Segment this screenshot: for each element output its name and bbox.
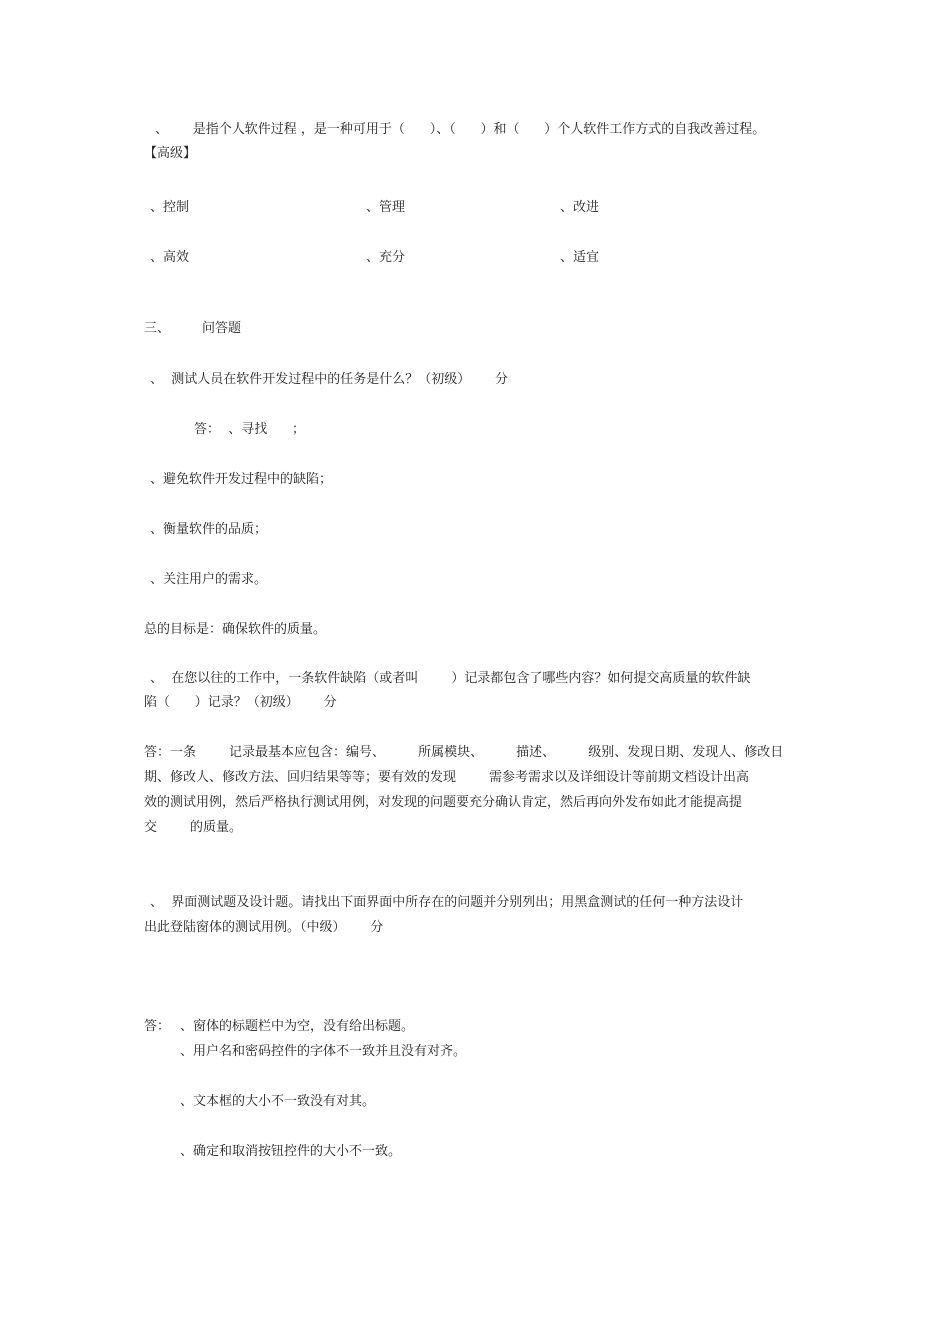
section-number: 三、: [144, 321, 171, 336]
q3-answer-line: 、用户名和密码控件的字体不一致并且没有对齐。: [180, 1044, 467, 1059]
option-e: 、充分: [366, 250, 406, 265]
q3-answer-label: 答：: [144, 1019, 171, 1034]
q1-answer-line: 、关注用户的需求。: [150, 572, 268, 587]
option-a: 、控制: [150, 200, 190, 215]
q2-question-line1: 、 在您以往的工作中，一条软件缺陷（或者叫 ）记录都包含了哪些内容？如何提交高质量的软件缺: [150, 671, 751, 686]
option-c: 、改进: [560, 200, 600, 215]
q1-answer-intro: 答： 、寻找 ；: [194, 422, 306, 437]
q1-answer-line: 、衡量软件的品质；: [150, 522, 268, 537]
q3-answer-line: 、文本框的大小不一致没有对其。: [180, 1094, 376, 1109]
q3-answer-line: 、窗体的标题栏中为空，没有给出标题。: [180, 1019, 415, 1034]
question-stem: 、 是指个人软件过程 ，是一种可用于（ ）、（ ）和（ ）个人软件工作方式的自我改善过程。: [155, 122, 766, 137]
q2-answer-line: 期、修改人、修改方法、回归结果等等；要有效的发现 需参考需求以及详细设计等前期文档设计出高: [144, 770, 750, 785]
q3-question-line1: 、 界面测试题及设计题。请找出下面界面中所存在的问题并分别列出；用黑盒测试的任何一种方法设计: [150, 895, 744, 910]
section-title: 问答题: [202, 321, 242, 336]
q3-answer-line: 、确定和取消按钮控件的大小不一致。: [180, 1144, 402, 1159]
q3-question-line2: 出此登陆窗体的测试用例。（中级） 分: [144, 920, 384, 935]
q2-answer-line: 交 的质量。: [144, 820, 243, 835]
option-b: 、管理: [366, 200, 406, 215]
q2-question-line2: 陷（ ）记录？（初级） 分: [144, 695, 337, 710]
q1-question: 、 测试人员在软件开发过程中的任务是什么？（初级） 分: [150, 372, 509, 387]
question-level: 【高级】: [144, 146, 197, 161]
q1-answer-line: 、避免软件开发过程中的缺陷；: [150, 472, 333, 487]
option-d: 、高效: [150, 250, 190, 265]
option-f: 、适宜: [560, 250, 600, 265]
q1-summary: 总的目标是：确保软件的质量。: [144, 622, 327, 637]
q2-answer-line: 效的测试用例，然后严格执行测试用例，对发现的问题要充分确认肯定，然后再向外发布如此才能提高提: [144, 795, 743, 810]
q2-answer-line: 答：一条 记录最基本应包含：编号、 所属模块、 描述、 级别、发现日期、发现人、修改日: [144, 745, 784, 760]
